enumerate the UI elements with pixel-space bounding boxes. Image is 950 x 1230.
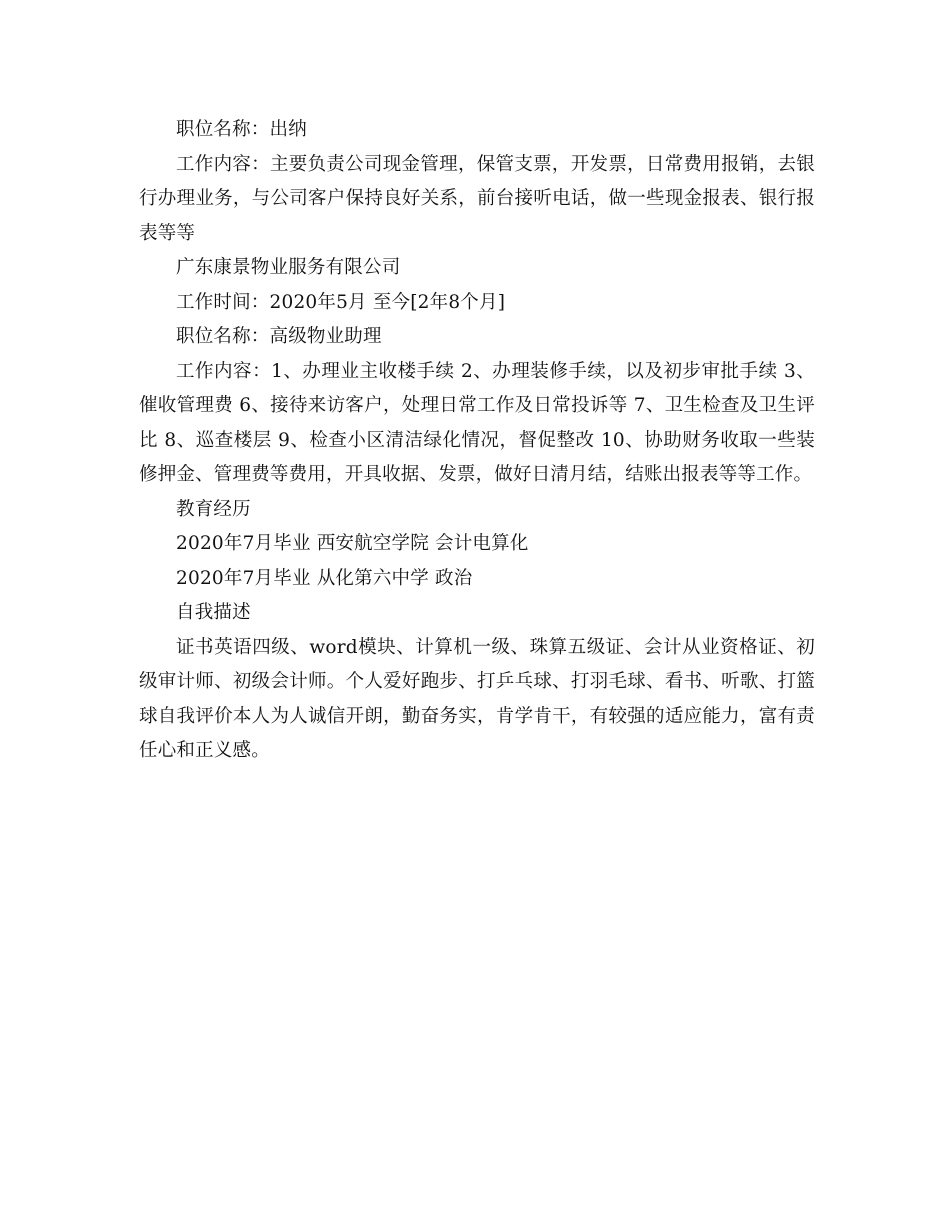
job-description: 工作内容：主要负责公司现金管理，保管支票，开发票，日常费用报销，去银行办理业务，与公司客户保持良好关系，前台接听电话，做一些现金报表、银行报表等等 (139, 153, 815, 244)
job-title-line: 职位名称：出纳 (176, 119, 307, 140)
company-name: 广东康景物业服务有限公司 (176, 257, 401, 278)
section-heading-education: 教育经历 (176, 498, 251, 520)
job-title-line: 职位名称：高级物业助理 (176, 326, 382, 347)
work-period: 工作时间：2020年5月 至今[2年8个月] (176, 291, 506, 313)
education-entry: 2020年7月毕业 西安航空学院 会计电算化 (176, 533, 529, 554)
section-heading-self-description: 自我描述 (176, 602, 251, 623)
education-entry: 2020年7月毕业 从化第六中学 政治 (176, 567, 473, 589)
job-description: 工作内容：1、办理业主收楼手续 2、办理装修手续，以及初步审批手续 3、催收管理费 6、接待来访客户，处理日常工作及日常投诉等 7、卫生检查及卫生评比 8、巡查楼层 9、检查小区清洁绿化情况，督促整改 10、协助财务收取一些装修押金、管理费等费用，开具收据、发票，做好日清月结，结账出报表等等工作。 (139, 360, 815, 485)
self-description-text: 证书英语四级、word模块、计算机一级、珠算五级证、会计从业资格证、初级审计师、初级会计师。个人爱好跑步、打乒乓球、打羽毛球、看书、听歌、打篮球自我评价本人为人诚信开朗，勤奋务实，肯学肯干，有较强的适应能力，富有责任心和正义感。 (139, 636, 815, 761)
document-body (139, 113, 815, 769)
